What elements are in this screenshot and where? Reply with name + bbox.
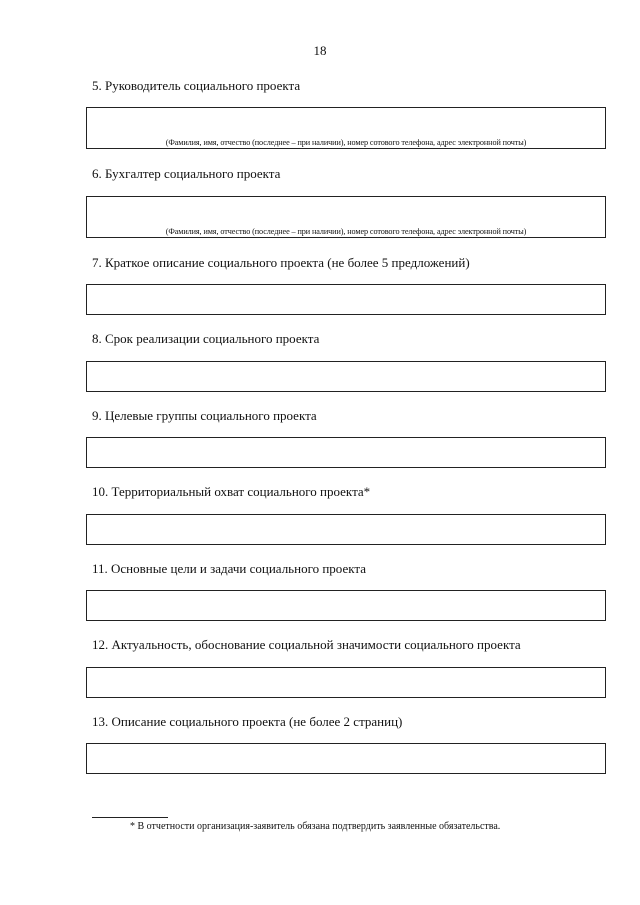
implementation-period-field[interactable] xyxy=(86,361,606,392)
section-label-project-description: 13. Описание социального проекта (не более 2 страниц) xyxy=(92,714,403,729)
project-description-field[interactable] xyxy=(86,743,606,774)
section-label-implementation-period: 8. Срок реализации социального проекта xyxy=(92,331,320,346)
section-label-territorial-coverage: 10. Территориальный охват социального проекта* xyxy=(92,484,371,499)
footnote: * В отчетности организация-заявитель обязана подтвердить заявленные обязательства. xyxy=(130,821,501,832)
territorial-coverage-field[interactable] xyxy=(86,514,606,545)
brief-description-field[interactable] xyxy=(86,284,606,315)
section-label-brief-description: 7. Краткое описание социального проекта (не более 5 предложений) xyxy=(92,255,470,270)
footnote-divider xyxy=(92,817,168,818)
project-leader-field[interactable] xyxy=(86,107,606,149)
section-label-project-accountant: 6. Бухгалтер социального проекта xyxy=(92,166,281,181)
project-accountant-field[interactable] xyxy=(86,196,606,238)
section-label-goals-and-objectives: 11. Основные цели и задачи социального проекта xyxy=(92,561,366,576)
section-label-target-groups: 9. Целевые группы социального проекта xyxy=(92,408,317,423)
goals-and-objectives-field[interactable] xyxy=(86,590,606,621)
target-groups-field[interactable] xyxy=(86,437,606,468)
project-leader-field-caption: (Фамилия, имя, отчество (последнее – при наличии), номер сотового телефона, адрес электронной почты) xyxy=(165,138,527,147)
section-label-project-leader: 5. Руководитель социального проекта xyxy=(92,78,301,93)
relevance-field[interactable] xyxy=(86,667,606,698)
project-accountant-field-caption: (Фамилия, имя, отчество (последнее – при наличии), номер сотового телефона, адрес электронной почты) xyxy=(165,227,527,236)
section-label-relevance: 12. Актуальность, обоснование социальной значимости социального проекта xyxy=(92,637,521,652)
page-number: 18 xyxy=(313,43,327,58)
